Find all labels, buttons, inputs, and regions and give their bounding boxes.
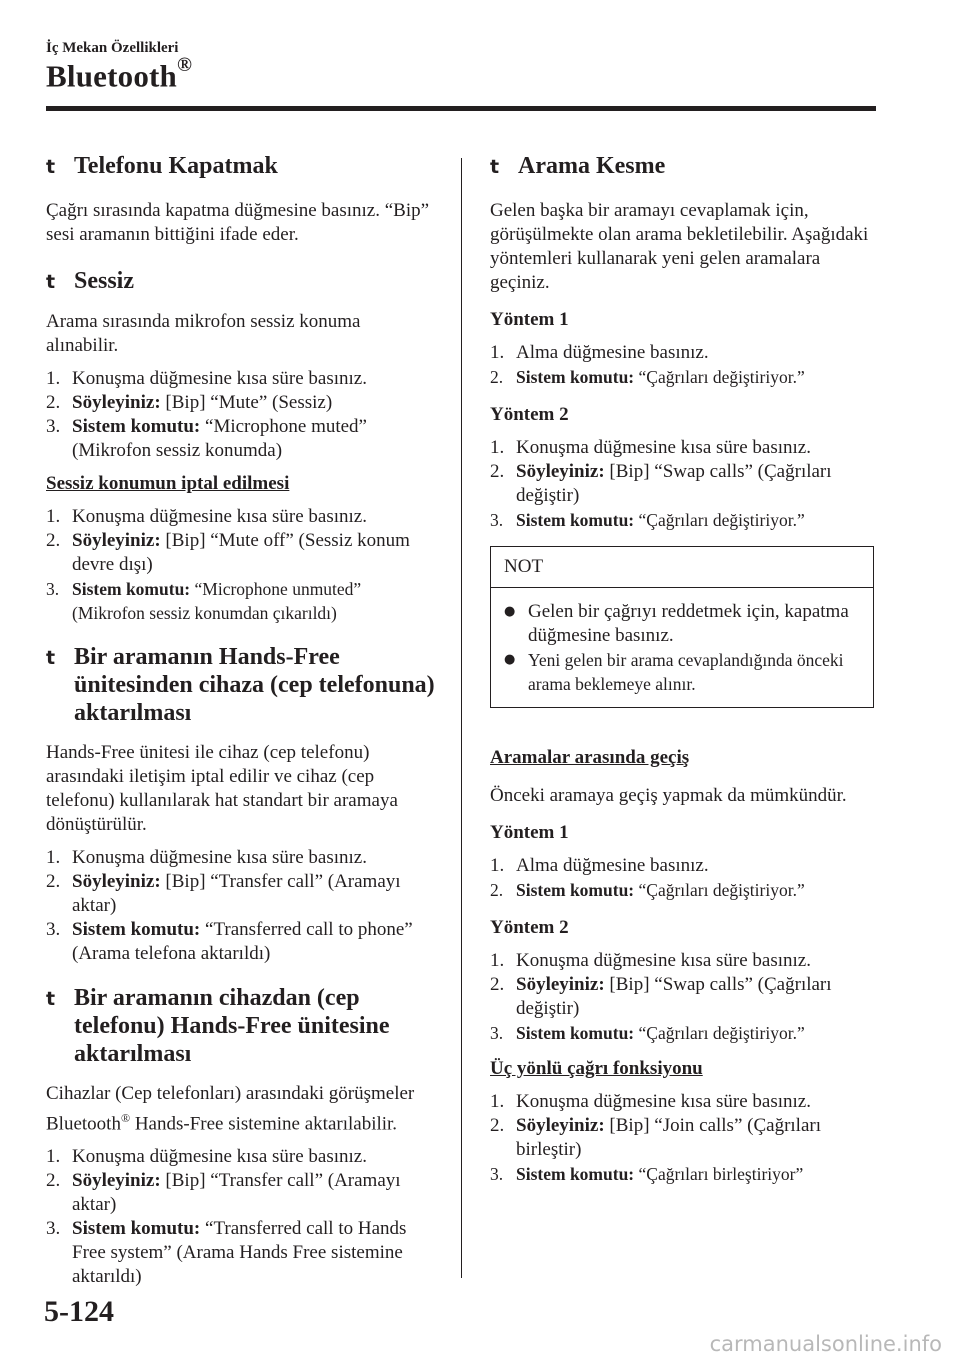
list-item: 2. Söyleyiniz: [Bip] “Transfer call” (Aramayı aktar) (46, 1170, 401, 1216)
paragraph: Çağrı sırasında kapatma düğmesine basınız. “Bip” sesi aramanın bittiğini ifade eder. (46, 200, 430, 245)
section-marker-icon: t (46, 988, 56, 1010)
steps-list (46, 1145, 436, 1289)
list-item: 2. Söyleyiniz: [Bip] “Join calls” (Çağrıları birleştir) (490, 1115, 821, 1160)
list-item: 2. Sistem komutu: “Çağrıları değiştiriyor.” (490, 880, 805, 900)
method-label: Yöntem 2 (490, 404, 569, 425)
section-marker-icon: t (46, 647, 56, 669)
watermark: carmanualsonline.info (709, 1332, 942, 1356)
heading-phone-to-hands-free: t Bir aramanın cihazdan (cep telefonu) Hands-Free ünitesine aktarılması (46, 985, 390, 1067)
list-item: 1. Alma düğmesine basınız. (490, 855, 709, 876)
section-marker-icon: t (490, 156, 500, 178)
method-label: Yöntem 1 (490, 822, 569, 843)
method-label: Yöntem 2 (490, 917, 569, 938)
list-item: 1. Konuşma düğmesine kısa süre basınız. (46, 368, 367, 389)
steps-list (490, 949, 880, 1045)
right-column (490, 152, 880, 1186)
list-item: 3. Sistem komutu: “Transferred call to Hands Free system” (Arama Hands Free sistemine aktarıldı) (46, 1218, 407, 1288)
list-item: 3. Sistem komutu: “Çağrıları değiştiriyor.” (490, 510, 805, 530)
list-item: 1. Konuşma düğmesine kısa süre basınız. (46, 506, 367, 527)
heading-hands-free-to-phone: t Bir aramanın Hands-Free ünitesinden cihaza (cep telefonuna) aktarılması (46, 644, 435, 726)
list-item: 3. Sistem komutu: “Çağrıları birleştiriyor” (490, 1164, 804, 1184)
list-item: 1. Konuşma düğmesine kısa süre basınız. (46, 847, 367, 868)
bullet-icon: ● (504, 604, 516, 619)
list-item: 1. Konuşma düğmesine kısa süre basınız. (490, 437, 811, 458)
steps-list (490, 1090, 880, 1186)
paragraph: Arama sırasında mikrofon sessiz konuma alınabilir. (46, 311, 361, 356)
section-marker-icon: t (46, 156, 56, 178)
heading-telefonu-kapatmak: t Telefonu Kapatmak (46, 153, 278, 179)
note-box (490, 546, 874, 708)
list-item: 2. Sistem komutu: “Çağrıları değiştiriyor.” (490, 367, 805, 387)
method-label: Yöntem 1 (490, 309, 569, 330)
section-marker-icon: t (46, 271, 56, 293)
bullet-icon: ● (504, 652, 516, 667)
paragraph: Önceki aramaya geçiş yapmak da mümkündür. (490, 785, 847, 806)
section-label: İç Mekan Özellikleri (46, 40, 179, 56)
list-item: 3. Sistem komutu: “Transferred call to phone” (Arama telefona aktarıldı) (46, 919, 413, 964)
subheading: Aramalar arasında geçiş (490, 747, 690, 768)
list-item: 2. Söyleyiniz: [Bip] “Swap calls” (Çağrıları değiştir) (490, 974, 832, 1019)
list-item: 2. Söyleyiniz: [Bip] “Mute” (Sessiz) (46, 392, 333, 413)
steps-list (490, 436, 880, 532)
steps-list (490, 341, 880, 389)
list-item: 1. Konuşma düğmesine kısa süre basınız. (46, 1146, 367, 1168)
page-title (46, 54, 193, 94)
paragraph: Cihazlar (Cep telefonları) arasındaki görüşmeler Bluetooth® Hands-Free sistemine aktarılabilir. (46, 1083, 415, 1135)
steps-list (46, 505, 436, 625)
list-item: ● Yeni gelen bir arama cevaplandığında önceki arama beklemeye alınır. (504, 650, 844, 694)
page-number: 5-124 (44, 1295, 114, 1328)
steps-list (490, 854, 880, 902)
list-item: 1. Konuşma düğmesine kısa süre basınız. (490, 950, 811, 971)
heading-sessiz: t Sessiz (46, 268, 134, 294)
paragraph: Hands-Free ünitesi ile cihaz (cep telefonu) arasındaki iletişim iptal edilir ve cihaz (cep telefonu) kullanılarak hat standart bir aramaya dönüştürülür. (46, 742, 398, 835)
list-item: ● Gelen bir çağrıyı reddetmek için, kapatma düğmesine basınız. (504, 601, 849, 646)
note-heading: NOT (491, 547, 873, 588)
steps-list (46, 846, 436, 966)
steps-list (46, 367, 436, 463)
header-rule (46, 106, 876, 111)
registered-mark: ® (176, 54, 193, 76)
subheading: Sessiz konumun iptal edilmesi (46, 473, 290, 494)
left-column (46, 152, 436, 1289)
subheading: Üç yönlü çağrı fonksiyonu (490, 1058, 703, 1079)
list-item: 1. Alma düğmesine basınız. (490, 342, 709, 363)
list-item: 3. Sistem komutu: “Çağrıları değiştiriyor.” (490, 1023, 805, 1043)
heading-arama-kesme: t Arama Kesme (490, 153, 666, 179)
column-divider (461, 158, 462, 1278)
list-item: 1. Konuşma düğmesine kısa süre basınız. (490, 1091, 811, 1112)
list-item: 2. Söyleyiniz: [Bip] “Mute off” (Sessiz konum devre dışı) (46, 530, 410, 575)
list-item: 2. Söyleyiniz: [Bip] “Swap calls” (Çağrıları değiştir) (490, 461, 832, 506)
paragraph: Gelen başka bir aramayı cevaplamak için, görüşülmekte olan arama bekletilebilir. Aşağıdaki yöntemleri kullanarak yeni gelen aramalara geçiniz. (490, 200, 869, 293)
page-title-text: Bluetooth (46, 58, 177, 94)
list-item: 2. Söyleyiniz: [Bip] “Transfer call” (Aramayı aktar) (46, 871, 401, 916)
list-item: 3. Sistem komutu: “Microphone unmuted” (Mikrofon sessiz konumdan çıkarıldı) (46, 579, 362, 623)
list-item: 3. Sistem komutu: “Microphone muted” (Mikrofon sessiz konumda) (46, 416, 367, 461)
